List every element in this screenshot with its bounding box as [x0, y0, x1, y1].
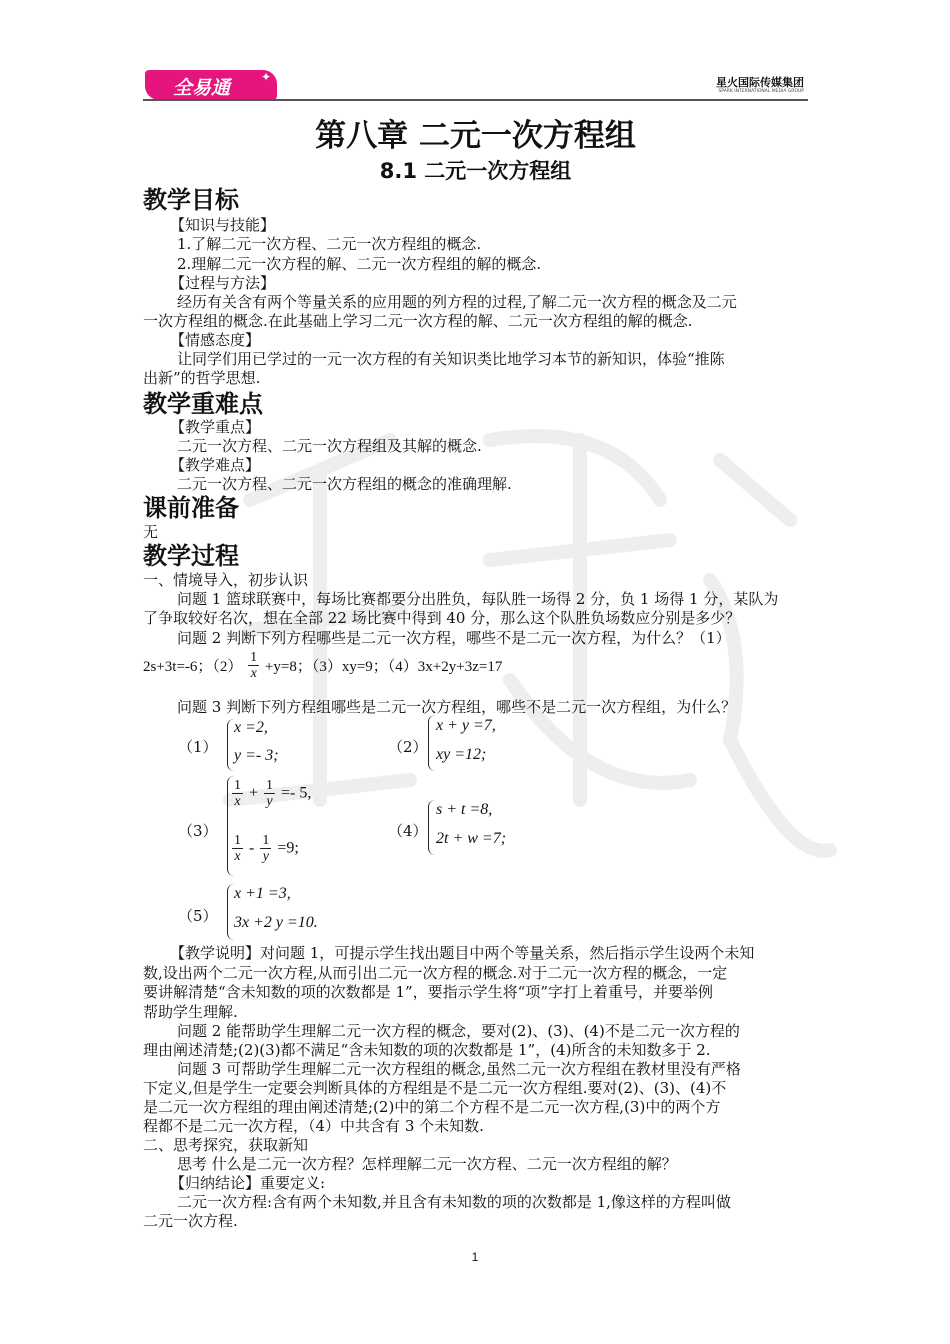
emotion-2: 出新”的哲学思想. — [143, 369, 261, 387]
system-5-brace — [227, 884, 234, 940]
system-2-eq-b: xy =12; — [436, 746, 487, 763]
question-2-a: 问题 2 判断下列方程哪些是二元一次方程，哪些不是二元一次方程，为什么？（1） — [177, 629, 731, 647]
think-text: 思考 什么是二元一次方程？怎样理解二元一次方程、二元一次方程组的解？ — [177, 1155, 677, 1173]
s3a-frac2-num: 1 — [266, 778, 274, 793]
process-method-2: 一次方程组的概念.在此基础上学习二元一次方程的解、二元一次方程组的解的概念. — [143, 312, 693, 330]
system-5-label: （5） — [178, 907, 218, 925]
question-1-a: 问题 1 篮球联赛中，每场比赛都要分出胜负，每队胜一场得 2 分，负 1 场得 1 分，某队为 — [177, 590, 779, 608]
q2-fraction — [248, 650, 259, 681]
question-2-equations — [143, 650, 502, 681]
logo-text: 全易通 — [173, 77, 231, 99]
q2-fraction-den: x — [250, 666, 257, 681]
system-2-eq-a: x + y =7, — [436, 717, 496, 734]
s3b-frac1-num: 1 — [234, 833, 241, 848]
knowledge-1: 1.了解二元一次方程、二元一次方程组的概念. — [177, 235, 482, 253]
system-4-eq-b: 2t + w =7; — [436, 830, 507, 847]
focus-text: 二元一次方程、二元一次方程组及其解的概念. — [177, 437, 482, 455]
system-3-eq-b — [230, 833, 299, 864]
system-2-brace — [428, 715, 435, 771]
chapter-title: 第八章 二元一次方程组 — [315, 118, 636, 154]
system-3-label: （3） — [178, 822, 218, 840]
explain-1-d: 帮助学生理解. — [143, 1003, 238, 1021]
definition-2: 二元一次方程. — [143, 1212, 238, 1230]
header-rule — [143, 99, 808, 101]
s3a-frac1-den: x — [234, 794, 241, 809]
question-3: 问题 3 判断下列方程组哪些是二元一次方程组，哪些不是二元一次方程组，为什么？ — [177, 698, 737, 716]
process-method-label: 【过程与方法】 — [170, 274, 276, 292]
system-4-brace — [428, 800, 435, 855]
system-3-eq-a — [230, 778, 311, 809]
process-method-1: 经历有关含有两个等量关系的应用题的列方程的过程,了解二元一次方程的概念及二元 — [177, 293, 737, 311]
key-heading: 教学重难点 — [143, 390, 263, 418]
difficulty-text: 二元一次方程、二元一次方程组的概念的准确理解. — [177, 475, 512, 493]
publisher-name: 星火国际传媒集团 — [716, 76, 804, 89]
definition-1: 二元一次方程:含有两个未知数,并且含有未知数的项的次数都是 1,像这样的方程叫做 — [177, 1193, 731, 1211]
s3b-frac2-num: 1 — [262, 833, 270, 848]
explain-3-b: 下定义,但是学生一定要会判断具体的方程组是不是二元一次方程组.要对(2)、(3)、(4)不 — [143, 1079, 727, 1097]
goals-heading: 教学目标 — [143, 186, 239, 214]
difficulty-label: 【教学难点】 — [170, 456, 261, 474]
emotion-1: 让同学们用已学过的一元一次方程的有关知识类比地学习本节的新知识，体验“推陈 — [177, 350, 725, 368]
emotion-label: 【情感态度】 — [170, 331, 261, 349]
step-2-heading: 二、思考探究，获取新知 — [143, 1136, 309, 1154]
explain-1-c: 要讲解清楚“含未知数的项的次数都是 1”，要指示学生将“项”字打上着重号，并要举例 — [143, 983, 713, 1001]
knowledge-2: 2.理解二元一次方程的解、二元一次方程组的解的概念. — [177, 255, 542, 273]
s3b-rhs: =9; — [277, 839, 299, 857]
page-number: 1 — [471, 1250, 479, 1264]
s3b-frac2-den: y — [262, 849, 269, 864]
system-1-label: （1） — [178, 738, 218, 756]
system-2-label: （2） — [388, 738, 428, 756]
s3a-op: + — [249, 784, 259, 802]
system-5-eq-b: 3x +2 y =10. — [234, 914, 318, 931]
process-heading: 教学过程 — [143, 542, 239, 570]
system-4-eq-a: s + t =8, — [436, 801, 493, 818]
explain-3-a: 问题 3 可帮助学生理解二元一次方程组的概念,虽然二元一次方程组在教材里没有严格 — [177, 1060, 741, 1078]
system-5-eq-a: x +1 =3, — [234, 885, 291, 902]
q2-eq-part2: +y=8；（3）xy=9；（4）3x+2y+3z=17 — [264, 659, 503, 675]
prep-heading: 课前准备 — [143, 494, 239, 522]
logo-star-icon: ✦ — [260, 70, 271, 84]
section-title: 8.1 二元一次方程组 — [379, 159, 572, 183]
system-4-label: （4） — [388, 822, 428, 840]
s3a-frac2-den: y — [266, 794, 273, 809]
focus-label: 【教学重点】 — [170, 418, 261, 436]
q2-fraction-num: 1 — [250, 650, 258, 665]
q2-eq-part1: 2s+3t=-6；（2） — [143, 659, 243, 675]
publisher-name-en: SPARK INTERNATIONAL MEDIA GROUP — [718, 89, 804, 94]
logo — [145, 70, 277, 100]
s3b-frac1-den: x — [234, 849, 241, 864]
conclusion-label: 【归纳结论】重要定义: — [170, 1174, 326, 1192]
system-1-eq-b: y =- 3; — [234, 747, 279, 764]
explain-1-a: 【教学说明】对问题 1，可提示学生找出题目中两个等量关系，然后指示学生设两个未知 — [170, 944, 755, 962]
explain-3-d: 程都不是二元一次方程，（4）中共含有 3 个未知数. — [143, 1117, 484, 1135]
s3a-rhs: =- 5, — [281, 784, 312, 802]
explain-2-a: 问题 2 能帮助学生理解二元一次方程的概念，要对(2)、(3)、(4)不是二元一次方程的 — [177, 1022, 740, 1040]
system-1-brace — [227, 719, 234, 771]
knowledge-label: 【知识与技能】 — [170, 216, 276, 234]
explain-2-b: 理由阐述清楚;(2)(3)都不满足“含未知数的项的次数都是 1”，(4)所含的未知数多于 2. — [143, 1041, 711, 1059]
prep-text: 无 — [143, 523, 159, 541]
question-1-b: 了争取较好名次，想在全部 22 场比赛中得到 40 分，那么这个队胜负场数应分别是多少？ — [143, 609, 741, 627]
s3b-op: - — [249, 839, 255, 857]
step-1-heading: 一、情境导入，初步认识 — [143, 571, 309, 589]
explain-1-b: 数,设出两个二元一次方程,从而引出二元一次方程的概念.对于二元一次方程的概念，一定 — [143, 964, 728, 982]
system-1-eq-a: x =2, — [234, 719, 268, 736]
explain-3-c: 是二元一次方程组的理由阐述清楚;(2)中的第二个方程不是二元一次方程,(3)中的两个方 — [143, 1098, 721, 1116]
s3a-frac1-num: 1 — [234, 778, 241, 793]
